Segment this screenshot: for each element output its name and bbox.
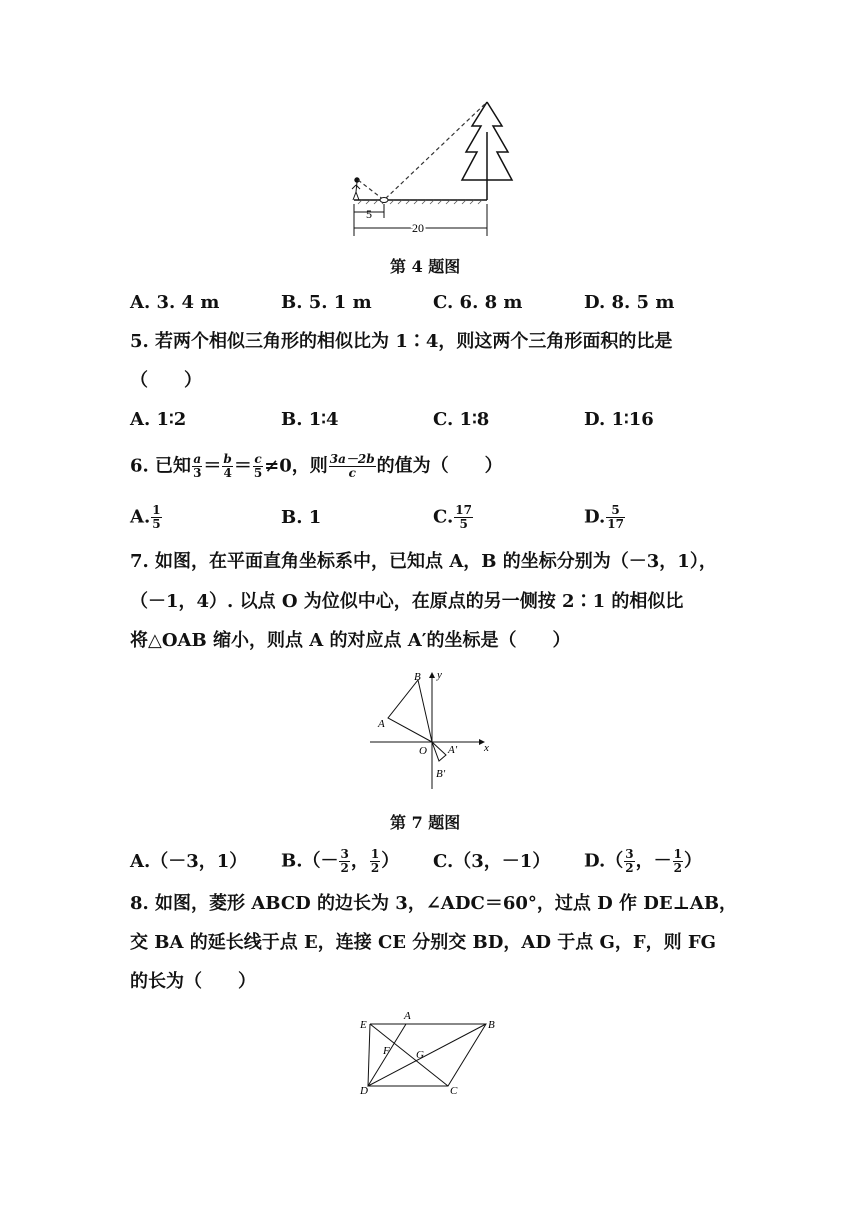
q7-figure <box>362 665 502 795</box>
q6-option-d: D. $\frac{5}{17}$ <box>584 503 624 531</box>
q5-option-d: D. 1∶16 <box>584 409 654 430</box>
label-b-prime: B′ <box>436 768 446 780</box>
label-y: y <box>437 669 442 681</box>
tree-icon <box>462 102 512 200</box>
q4-option-c: C. 6. 8 m <box>433 292 523 313</box>
q6-frac-a: $\frac{a}{3}$ <box>193 452 202 480</box>
mirror-icon <box>380 198 388 203</box>
q6-eq-1: ＝ <box>203 455 222 477</box>
label-g: G <box>416 1049 424 1061</box>
label-b: B <box>414 671 421 683</box>
q6-frac-b: $\frac{b}{4}$ <box>223 452 232 480</box>
label-e: E <box>360 1019 367 1031</box>
q6-prefix: 6. 已知 <box>130 455 192 477</box>
q8-line-1: 8. 如图，菱形 ABCD 的边长为 3，∠ADC＝60°，过点 D 作 DE⊥AB， <box>130 893 738 914</box>
label-f: F <box>383 1045 390 1057</box>
q5-option-c: C. 1∶8 <box>433 409 490 430</box>
label-a: A <box>378 718 385 730</box>
q4-figure <box>340 96 520 241</box>
q7-option-a: A.（－3，1） <box>130 851 248 872</box>
q7-line-1: 7. 如图，在平面直角坐标系中，已知点 A，B 的坐标分别为（－3，1）， <box>130 551 717 572</box>
q6-frac-c: $\frac{c}{5}$ <box>253 452 263 480</box>
q6-text <box>130 453 503 480</box>
label-x: x <box>484 742 489 754</box>
label-c: C <box>450 1085 458 1097</box>
label-d: D <box>360 1085 368 1097</box>
q5-option-b: B. 1∶4 <box>281 409 339 430</box>
q4-option-d: D. 8. 5 m <box>584 292 675 313</box>
q7-caption: 第 7 题图 <box>390 813 461 832</box>
q6-suffix: 的值为（ ） <box>376 455 503 477</box>
q8-line-2: 交 BA 的延长线于点 E，连接 CE 分别交 BD，AD 于点 G，F，则 FG <box>130 932 717 953</box>
q4-option-a: A. 3. 4 m <box>130 292 220 313</box>
q6-eq-2: ＝ <box>233 455 252 477</box>
q5-text: 5. 若两个相似三角形的相似比为 1∶4，则这两个三角形面积的比是 <box>130 331 673 352</box>
q7-option-c: C.（3，－1） <box>433 851 551 872</box>
q4-option-b: B. 5. 1 m <box>281 292 372 313</box>
q7-line-3: 将△OAB 缩小，则点 A 的对应点 A′的坐标是（ ） <box>130 630 571 651</box>
q6-neq: ≠0，则 <box>264 455 328 477</box>
q8-line-3: 的长为（ ） <box>130 971 256 992</box>
segment-de <box>368 1024 370 1086</box>
triangle-oab <box>388 680 432 742</box>
label-b: B <box>488 1019 495 1031</box>
q6-option-c: C. $\frac{17}{5}$ <box>433 503 472 531</box>
q6-frac-expr: $\frac{3a-2b}{c}$ <box>329 452 375 480</box>
q7-option-b: B.（－ $\frac{3}{2}$ ， $\frac{1}{2}$ ） <box>281 847 400 875</box>
q7-line-2: （－1，4）. 以点 O 为位似中心，在原点的另一侧按 2∶1 的相似比 <box>130 591 684 612</box>
q7-option-d: D.（ $\frac{3}{2}$ ，－ $\frac{1}{2}$ ） <box>584 847 702 875</box>
q5-paren: （ ） <box>130 370 202 391</box>
q8-figure <box>356 1006 506 1102</box>
dim-5-label: 5 <box>366 207 372 221</box>
q6-option-a: A. $\frac{1}{5}$ <box>130 503 161 531</box>
label-a-prime: A′ <box>448 744 458 756</box>
sight-line <box>358 102 487 200</box>
q5-option-a: A. 1∶2 <box>130 409 187 430</box>
q4-caption: 第 4 题图 <box>390 257 461 276</box>
label-o: O <box>419 745 427 757</box>
triangle-oab-prime <box>432 742 446 761</box>
dim-20-label: 20 <box>412 221 424 235</box>
q6-option-b: B. 1 <box>281 507 322 528</box>
label-a: A <box>404 1010 411 1022</box>
segment-ec <box>370 1024 448 1086</box>
